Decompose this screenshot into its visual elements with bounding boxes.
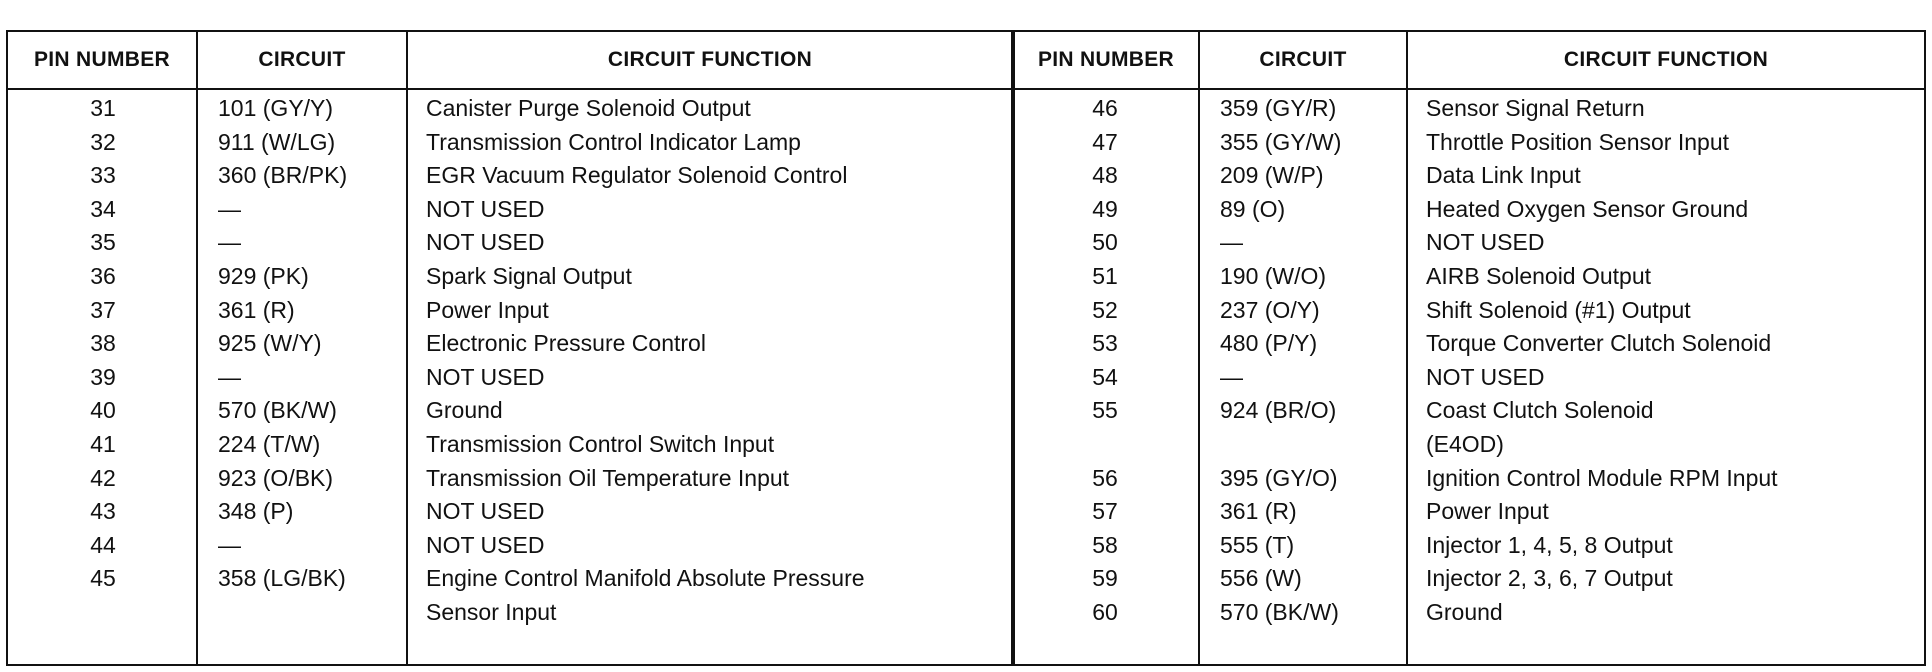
circuit-function-cell: Throttle Position Sensor Input — [1426, 128, 1729, 155]
column-divider — [1198, 32, 1200, 664]
circuit-function-cell: Engine Control Manifold Absolute Pressure — [426, 565, 865, 592]
circuit-function-cell: Power Input — [426, 296, 549, 323]
left-circuit-column — [218, 92, 347, 630]
header-circuit-left: CIRCUIT — [258, 48, 346, 71]
circuit-cell: 237 (O/Y) — [1220, 296, 1320, 323]
circuit-function-cell: Canister Purge Solenoid Output — [426, 95, 751, 121]
pin-number-cell: 50 — [1092, 229, 1118, 256]
circuit-cell — [218, 596, 347, 630]
circuit-function-cell: Transmission Control Indicator Lamp — [426, 128, 801, 155]
pin-number-cell: 35 — [90, 229, 116, 256]
pin-number-cell — [1060, 428, 1150, 462]
circuit-cell: 355 (GY/W) — [1220, 128, 1342, 155]
pinout-table — [6, 30, 1926, 666]
pin-number-cell: 33 — [90, 162, 116, 189]
pin-number-cell: 32 — [90, 128, 116, 155]
circuit-cell: 209 (W/P) — [1220, 162, 1324, 189]
circuit-function-cell: NOT USED — [426, 498, 545, 525]
circuit-function-cell: Injector 2, 3, 6, 7 Output — [1426, 565, 1673, 592]
circuit-cell: 361 (R) — [218, 296, 295, 323]
pin-number-cell: 52 — [1092, 296, 1118, 323]
circuit-function-cell: Electronic Pressure Control — [426, 330, 706, 357]
header-pin-number-left: PIN NUMBER — [33, 48, 170, 71]
pin-number-cell: 56 — [1092, 464, 1118, 491]
pin-number-cell: 43 — [90, 498, 116, 525]
pin-number-cell: 38 — [90, 330, 116, 357]
circuit-cell: — — [1220, 363, 1243, 390]
header-pin-number-right: PIN NUMBER — [1037, 48, 1174, 71]
circuit-function-cell: Power Input — [1426, 498, 1549, 525]
circuit-function-cell: NOT USED — [426, 229, 545, 256]
pin-number-cell: 42 — [90, 464, 116, 491]
circuit-function-cell: Transmission Oil Temperature Input — [426, 464, 790, 491]
pin-number-cell: 41 — [90, 430, 116, 457]
pin-number-cell: 40 — [90, 397, 116, 424]
circuit-function-cell: NOT USED — [1426, 363, 1545, 390]
pin-number-cell: 47 — [1092, 128, 1118, 155]
right-circuit-column — [1220, 92, 1341, 630]
right-pin-column — [1060, 92, 1150, 630]
circuit-function-cell: (E4OD) — [1426, 430, 1504, 457]
pin-number-cell: 39 — [90, 363, 116, 390]
circuit-function-cell: Ignition Control Module RPM Input — [1426, 464, 1778, 491]
header-circuit-function-left: CIRCUIT FUNCTION — [607, 48, 813, 71]
circuit-function-cell: Sensor Signal Return — [1426, 95, 1645, 121]
pin-number-cell: 45 — [90, 565, 116, 592]
circuit-cell: — — [1220, 229, 1243, 256]
header-circuit-right: CIRCUIT — [1259, 48, 1347, 71]
circuit-function-cell: Ground — [426, 397, 503, 424]
circuit-cell: 925 (W/Y) — [218, 330, 322, 357]
column-divider — [1406, 32, 1408, 664]
circuit-cell: 570 (BK/W) — [218, 397, 337, 424]
circuit-function-cell: Heated Oxygen Sensor Ground — [1426, 195, 1749, 222]
circuit-function-cell: Coast Clutch Solenoid — [1426, 397, 1654, 424]
circuit-function-cell: Data Link Input — [1426, 162, 1581, 189]
circuit-cell: 190 (W/O) — [1220, 262, 1327, 289]
circuit-cell: 101 (GY/Y) — [218, 95, 334, 121]
circuit-cell: 360 (BR/PK) — [218, 162, 348, 189]
left-pin-column — [58, 92, 148, 630]
pin-number-cell: 48 — [1092, 162, 1118, 189]
circuit-cell: 395 (GY/O) — [1220, 464, 1338, 491]
circuit-cell: 359 (GY/R) — [1220, 95, 1337, 121]
pin-number-cell: 54 — [1092, 363, 1118, 390]
pin-number-cell: 59 — [1092, 565, 1118, 592]
pin-number-cell — [58, 596, 148, 630]
right-function-column — [1426, 92, 1778, 630]
pin-number-cell: 57 — [1092, 498, 1118, 525]
circuit-cell: 923 (O/BK) — [218, 464, 334, 491]
pin-number-cell: 46 — [1092, 95, 1118, 121]
circuit-cell: — — [218, 363, 241, 390]
circuit-cell: 361 (R) — [1220, 498, 1297, 525]
circuit-cell: — — [218, 229, 241, 256]
circuit-cell: — — [218, 195, 241, 222]
pin-number-cell: 44 — [90, 531, 116, 558]
circuit-function-cell: Transmission Control Switch Input — [426, 430, 775, 457]
circuit-cell: 555 (T) — [1220, 531, 1295, 558]
pin-number-cell: 58 — [1092, 531, 1118, 558]
circuit-function-cell: Shift Solenoid (#1) Output — [1426, 296, 1691, 323]
pin-number-cell: 31 — [90, 95, 116, 121]
circuit-cell: 911 (W/LG) — [218, 128, 336, 155]
circuit-cell: 924 (BR/O) — [1220, 397, 1337, 424]
circuit-function-cell: Spark Signal Output — [426, 262, 632, 289]
pin-number-cell: 36 — [90, 262, 116, 289]
pin-number-cell: 53 — [1092, 330, 1118, 357]
pin-number-cell: 55 — [1092, 397, 1118, 424]
pin-number-cell: 37 — [90, 296, 116, 323]
pin-number-cell: 51 — [1092, 262, 1118, 289]
center-divider — [1011, 32, 1015, 664]
circuit-cell: — — [218, 531, 241, 558]
circuit-function-cell: NOT USED — [426, 531, 545, 558]
pin-number-cell: 60 — [1092, 598, 1118, 625]
circuit-function-cell: EGR Vacuum Regulator Solenoid Control — [426, 162, 848, 189]
circuit-cell — [1220, 428, 1341, 462]
circuit-function-cell: NOT USED — [426, 363, 545, 390]
circuit-cell: 480 (P/Y) — [1220, 330, 1318, 357]
circuit-function-cell: Sensor Input — [426, 598, 557, 625]
header-circuit-function-right: CIRCUIT FUNCTION — [1563, 48, 1769, 71]
pin-number-cell: 49 — [1092, 195, 1118, 222]
circuit-cell: 556 (W) — [1220, 565, 1302, 592]
circuit-cell: 929 (PK) — [218, 262, 309, 289]
circuit-function-cell: Ground — [1426, 598, 1503, 625]
circuit-function-cell: NOT USED — [1426, 229, 1545, 256]
circuit-cell: 89 (O) — [1220, 195, 1286, 222]
circuit-function-cell: Torque Converter Clutch Solenoid — [1426, 330, 1772, 357]
circuit-cell: 358 (LG/BK) — [218, 565, 346, 592]
circuit-cell: 570 (BK/W) — [1220, 598, 1339, 625]
left-function-column — [426, 92, 865, 630]
circuit-function-cell: NOT USED — [426, 195, 545, 222]
column-divider — [406, 32, 408, 664]
circuit-cell: 224 (T/W) — [218, 430, 321, 457]
pin-number-cell: 34 — [90, 195, 116, 222]
column-divider — [196, 32, 198, 664]
circuit-function-cell: Injector 1, 4, 5, 8 Output — [1426, 531, 1673, 558]
circuit-cell: 348 (P) — [218, 498, 294, 525]
circuit-function-cell: AIRB Solenoid Output — [1426, 262, 1652, 289]
